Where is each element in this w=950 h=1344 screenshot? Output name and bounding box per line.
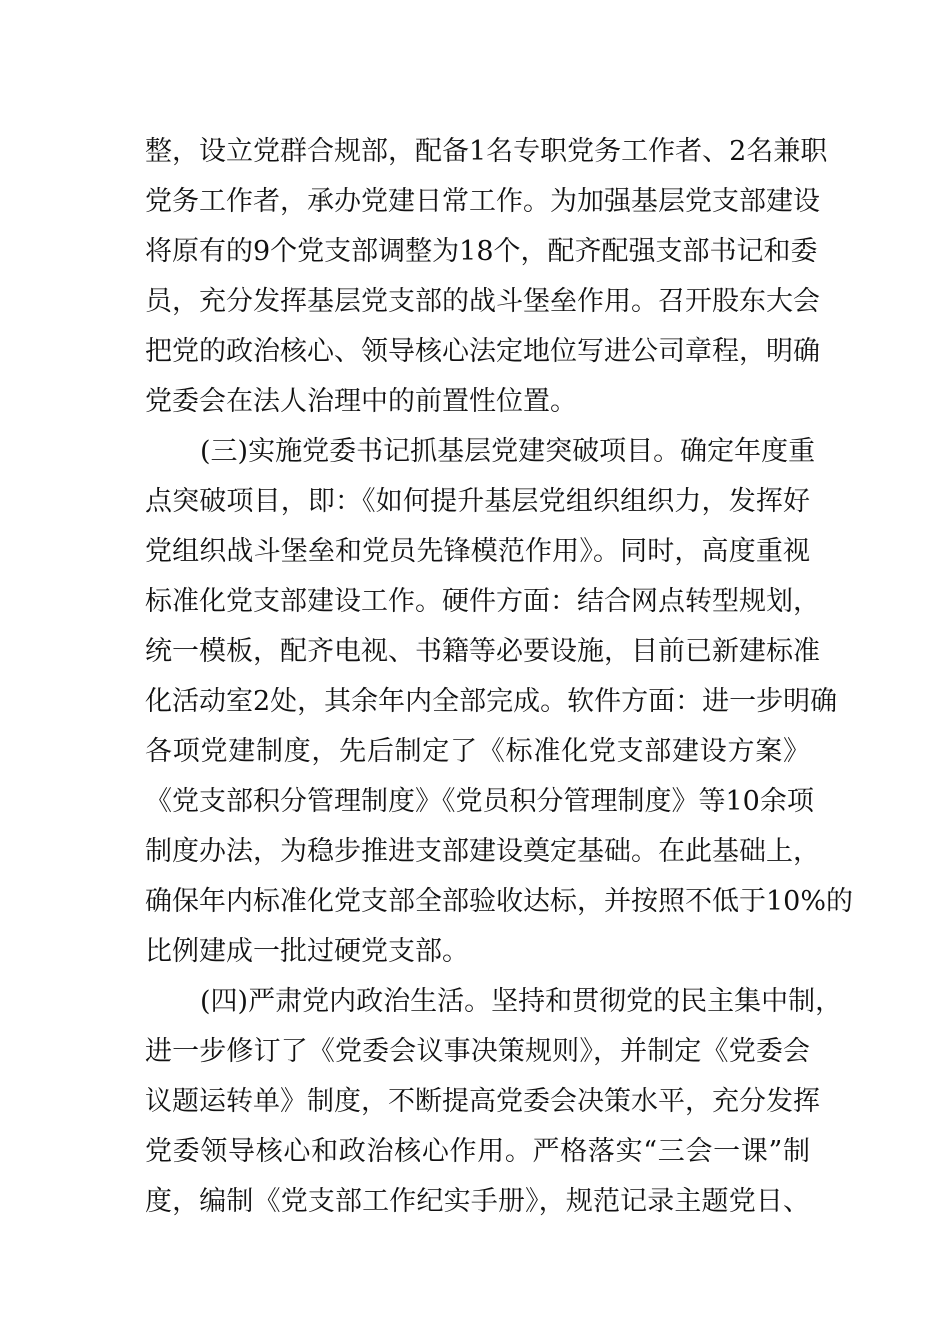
text-line: 党组织战斗堡垒和党员先锋模范作用》。同时，高度重视: [145, 536, 810, 567]
text-line: 员，充分发挥基层党支部的战斗堡垒作用。召开股东大会: [145, 286, 820, 317]
text-line: 整，设立党群合规部，配备1名专职党务工作者、2名兼职: [145, 136, 828, 167]
text-line: 将原有的9个党支部调整为18个，配齐配强支部书记和委: [145, 236, 818, 267]
text-line: 党委领导核心和政治核心作用。严格落实“三会一课”制: [145, 1136, 810, 1167]
text-line: 确保年内标准化党支部全部验收达标，并按照不低于10%的: [145, 886, 854, 917]
text-line: 进一步修订了《党委会议事决策规则》，并制定《党委会: [145, 1036, 810, 1067]
text-line: 点突破项目，即：《如何提升基层党组织组织力，发挥好: [145, 486, 810, 517]
text-line: 议题运转单》制度，不断提高党委会决策水平，充分发挥: [145, 1086, 820, 1117]
text-line: 各项党建制度，先后制定了《标准化党支部建设方案》: [145, 736, 810, 767]
text-line: 化活动室2处，其余年内全部完成。软件方面：进一步明确: [145, 686, 838, 717]
text-line: 统一模板，配齐电视、书籍等必要设施，目前已新建标准: [145, 636, 820, 667]
text-line: 党务工作者，承办党建日常工作。为加强基层党支部建设: [145, 186, 820, 217]
text-line: 度，编制《党支部工作纪实手册》，规范记录主题党日、: [145, 1186, 810, 1217]
text-line: 标准化党支部建设工作。硬件方面：结合网点转型规划，: [145, 586, 820, 617]
text-line: 制度办法，为稳步推进支部建设奠定基础。在此基础上，: [145, 836, 820, 867]
section-heading-line: (四)严肃党内政治生活。坚持和贯彻党的民主集中制，: [200, 986, 843, 1017]
section-heading-line: (三)实施党委书记抓基层党建突破项目。确定年度重: [200, 436, 816, 467]
text-line: 党委会在法人治理中的前置性位置。: [145, 386, 577, 417]
text-line: 比例建成一批过硬党支部。: [145, 936, 469, 967]
text-line: 把党的政治核心、领导核心法定地位写进公司章程，明确: [145, 336, 820, 367]
text-line: 《党支部积分管理制度》《党员积分管理制度》等10余项: [145, 786, 814, 817]
